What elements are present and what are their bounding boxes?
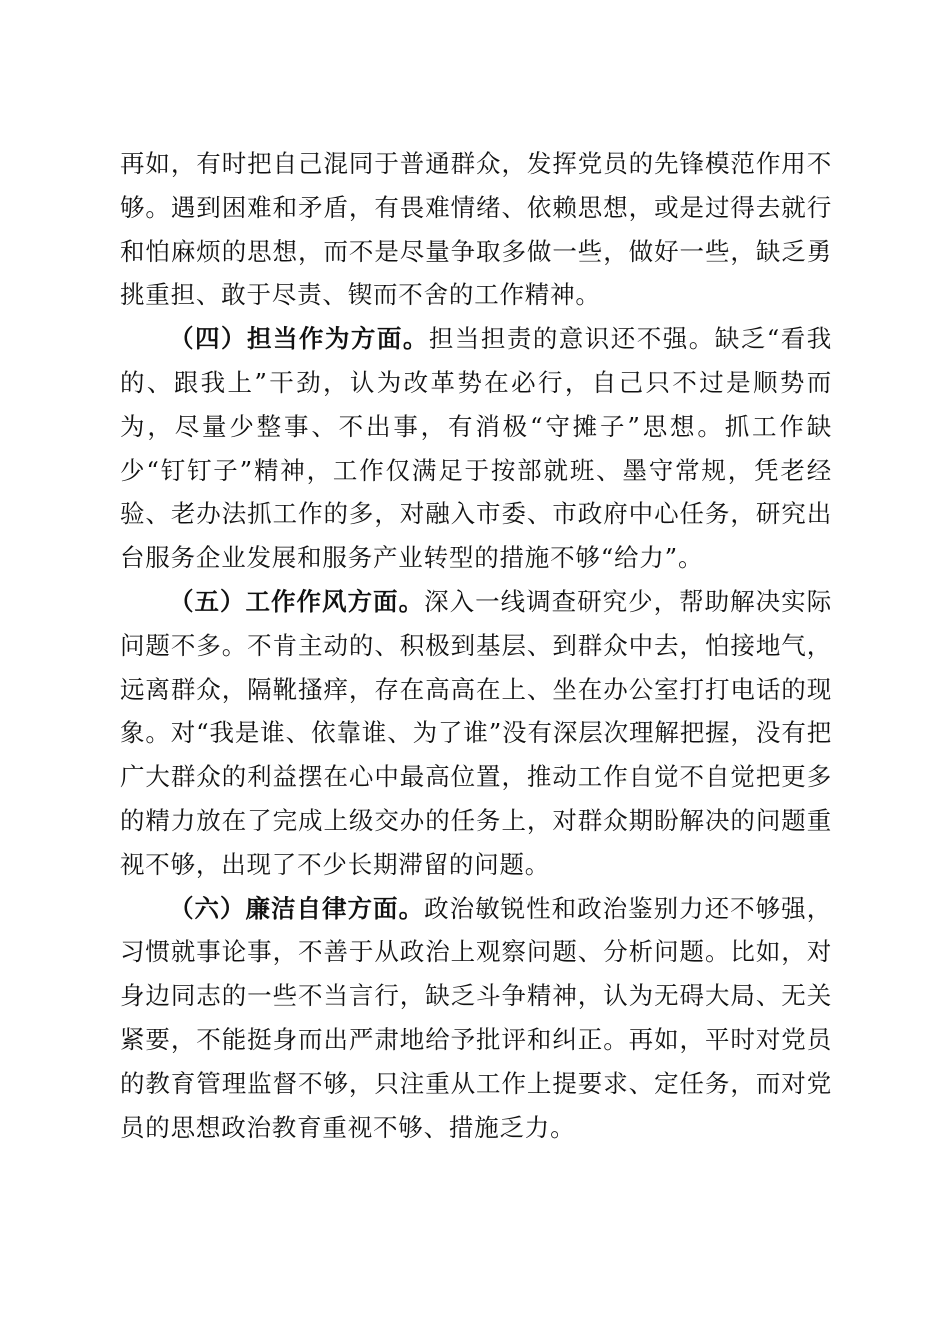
section-heading: （六）廉洁自律方面。 <box>169 893 425 923</box>
paragraph-integrity <box>120 887 832 1150</box>
section-heading: （四）担当作为方面。 <box>169 324 429 354</box>
paragraph-work-style <box>120 580 832 887</box>
paragraph-continuation <box>120 142 832 317</box>
paragraph-text: 深入一线调查研究少，帮助解决实际问题不多。不肯主动的、积极到基层、到群众中去，怕接地气，远离群众，隔靴搔痒，存在高高在上、坐在办公室打打电话的现象。对“我是谁、依靠谁、为了谁”没有深层次理解把握，没有把广大群众的利益摆在心中最高位置，推动工作自觉不自觉把更多的精力放在了完成上级交办的任务上，对群众期盼解决的问题重视不够，出现了不少长期滞留的问题。 <box>120 586 832 879</box>
section-heading: （五）工作作风方面。 <box>169 586 425 616</box>
paragraph-text: 担当担责的意识还不强。缺乏“看我的、跟我上”干劲，认为改革势在必行，自己只不过是顺势而为，尽量少整事、不出事，有消极“守摊子”思想。抓工作缺少“钉钉子”精神，工作仅满足于按部就班、墨守常规，凭老经验、老办法抓工作的多，对融入市委、市政府中心任务，研究出台服务企业发展和服务产业转型的措施不够“给力”。 <box>120 324 833 573</box>
paragraph-text: 再如，有时把自己混同于普通群众，发挥党员的先锋模范作用不够。遇到困难和矛盾，有畏难情绪、依赖思想，或是过得去就行和怕麻烦的思想，而不是尽量争取多做一些，做好一些，缺乏勇挑重担、敢于尽责、锲而不舍的工作精神。 <box>120 149 832 310</box>
paragraph-accountability <box>120 317 832 580</box>
paragraph-text: 政治敏锐性和政治鉴别力还不够强，习惯就事论事，不善于从政治上观察问题、分析问题。比如，对身边同志的一些不当言行，缺乏斗争精神，认为无碍大局、无关紧要，不能挺身而出严肃地给予批评和纠正。再如，平时对党员的教育管理监督不够，只注重从工作上提要求、定任务，而对党员的思想政治教育重视不够、措施乏力。 <box>120 893 832 1142</box>
document-body <box>120 142 832 1149</box>
